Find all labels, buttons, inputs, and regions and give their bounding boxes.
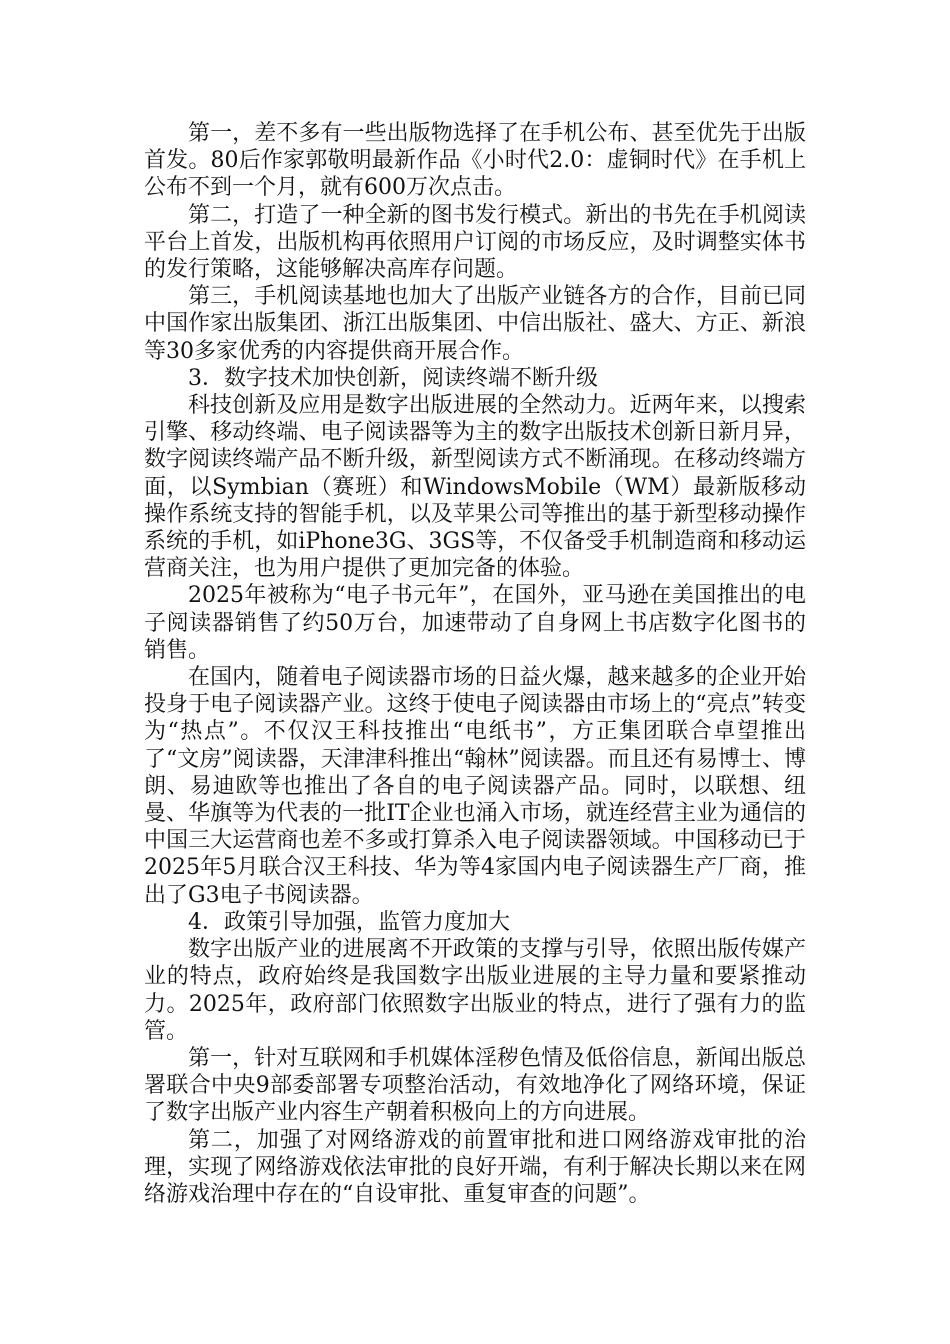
paragraph-mobile-first-release: 第一，差不多有一些出版物选择了在手机公布、甚至优先于出版首发。80后作家郭敬明最新作品《小时代2.0：虚铜时代》在手机上公布不到一个月，就有600万次点击。 bbox=[144, 121, 806, 201]
document-page bbox=[144, 120, 806, 1208]
paragraph-industry-cooperation: 第三，手机阅读基地也加大了出版产业链各方的合作，目前已同中国作家出版集团、浙江出版集团、中信出版社、盛大、方正、新浪等30多家优秀的内容提供商开展合作。 bbox=[144, 284, 806, 364]
paragraph-content-cleanup: 第一，针对互联网和手机媒体淫秽色情及低俗信息，新闻出版总署联合中央9部委部署专项整治活动，有效地净化了网络环境，保证了数字出版产业内容生产朝着积极向上的方向进展。 bbox=[144, 1045, 806, 1126]
paragraph-domestic-ereaders: 在国内，随着电子阅读器市场的日益火爆，越来越多的企业开始投身于电子阅读器产业。这终于使电子阅读器由市场上的“亮点”转变为“热点”。不仅汉王科技推出“电纸书”，方正集团联合卓望推出了“文房”阅读器，天津津科推出“翰林”阅读器。而且还有易博士、博朗、易迪欧等也推出了各自的电子阅读器产品。同时，以联想、纽曼、华旗等为代表的一批IT企业也涌入市场，就连经营主业为通信的中国三大运营商也差不多或打算杀入电子阅读器领域。中国移动已于2025年5月联合汉王科技、华为等4家国内电子阅读器生产厂商，推出了G3电子书阅读器。 bbox=[144, 665, 806, 908]
section-heading-4: 4．政策引导加强，监管力度加大 bbox=[188, 909, 510, 935]
paragraph-ebook-year: 2025年被称为“电子书元年”，在国外，亚马逊在美国推出的电子阅读器销售了约50万台，加速带动了自身网上书店数字化图书的销售。 bbox=[144, 583, 806, 663]
paragraph-new-distribution-model: 第二，打造了一种全新的图书发行模式。新出的书先在手机阅读平台上首发，出版机构再依照用户订阅的市场反应，及时调整实体书的发行策略，这能够解决高库存问题。 bbox=[144, 202, 806, 283]
section-heading-3: 3．数字技术加快创新，阅读终端不断升级 bbox=[188, 365, 598, 391]
paragraph-tech-innovation: 科技创新及应用是数字出版进展的全然动力。近两年来，以搜索引擎、移动终端、电子阅读器等为主的数字出版技术创新日新月异，数字阅读终端产品不断升级，新型阅读方式不断涌现。在移动终端方面，以Symbian（赛班）和WindowsMobile（WM）最新版移动操作系统支持的智能手机，以及苹果公司等推出的基于新型移动操作系统的手机，如iPhone3G、3GS等，不仅备受手机制造商和移动运营商关注，也为用户提供了更加完备的体验。 bbox=[144, 393, 806, 582]
paragraph-policy-guidance: 数字出版产业的进展离不开政策的支撑与引导，依照出版传媒产业的特点，政府始终是我国数字出版业进展的主导力量和要紧推动力。2025年，政府部门依照数字出版业的特点，进行了强有力的监管。 bbox=[144, 937, 806, 1044]
paragraph-game-approval: 第二，加强了对网络游戏的前置审批和进口网络游戏审批的治理，实现了网络游戏依法审批的良好开端，有利于解决长期以来在网络游戏治理中存在的“自设审批、重复审查的问题”。 bbox=[144, 1127, 806, 1207]
